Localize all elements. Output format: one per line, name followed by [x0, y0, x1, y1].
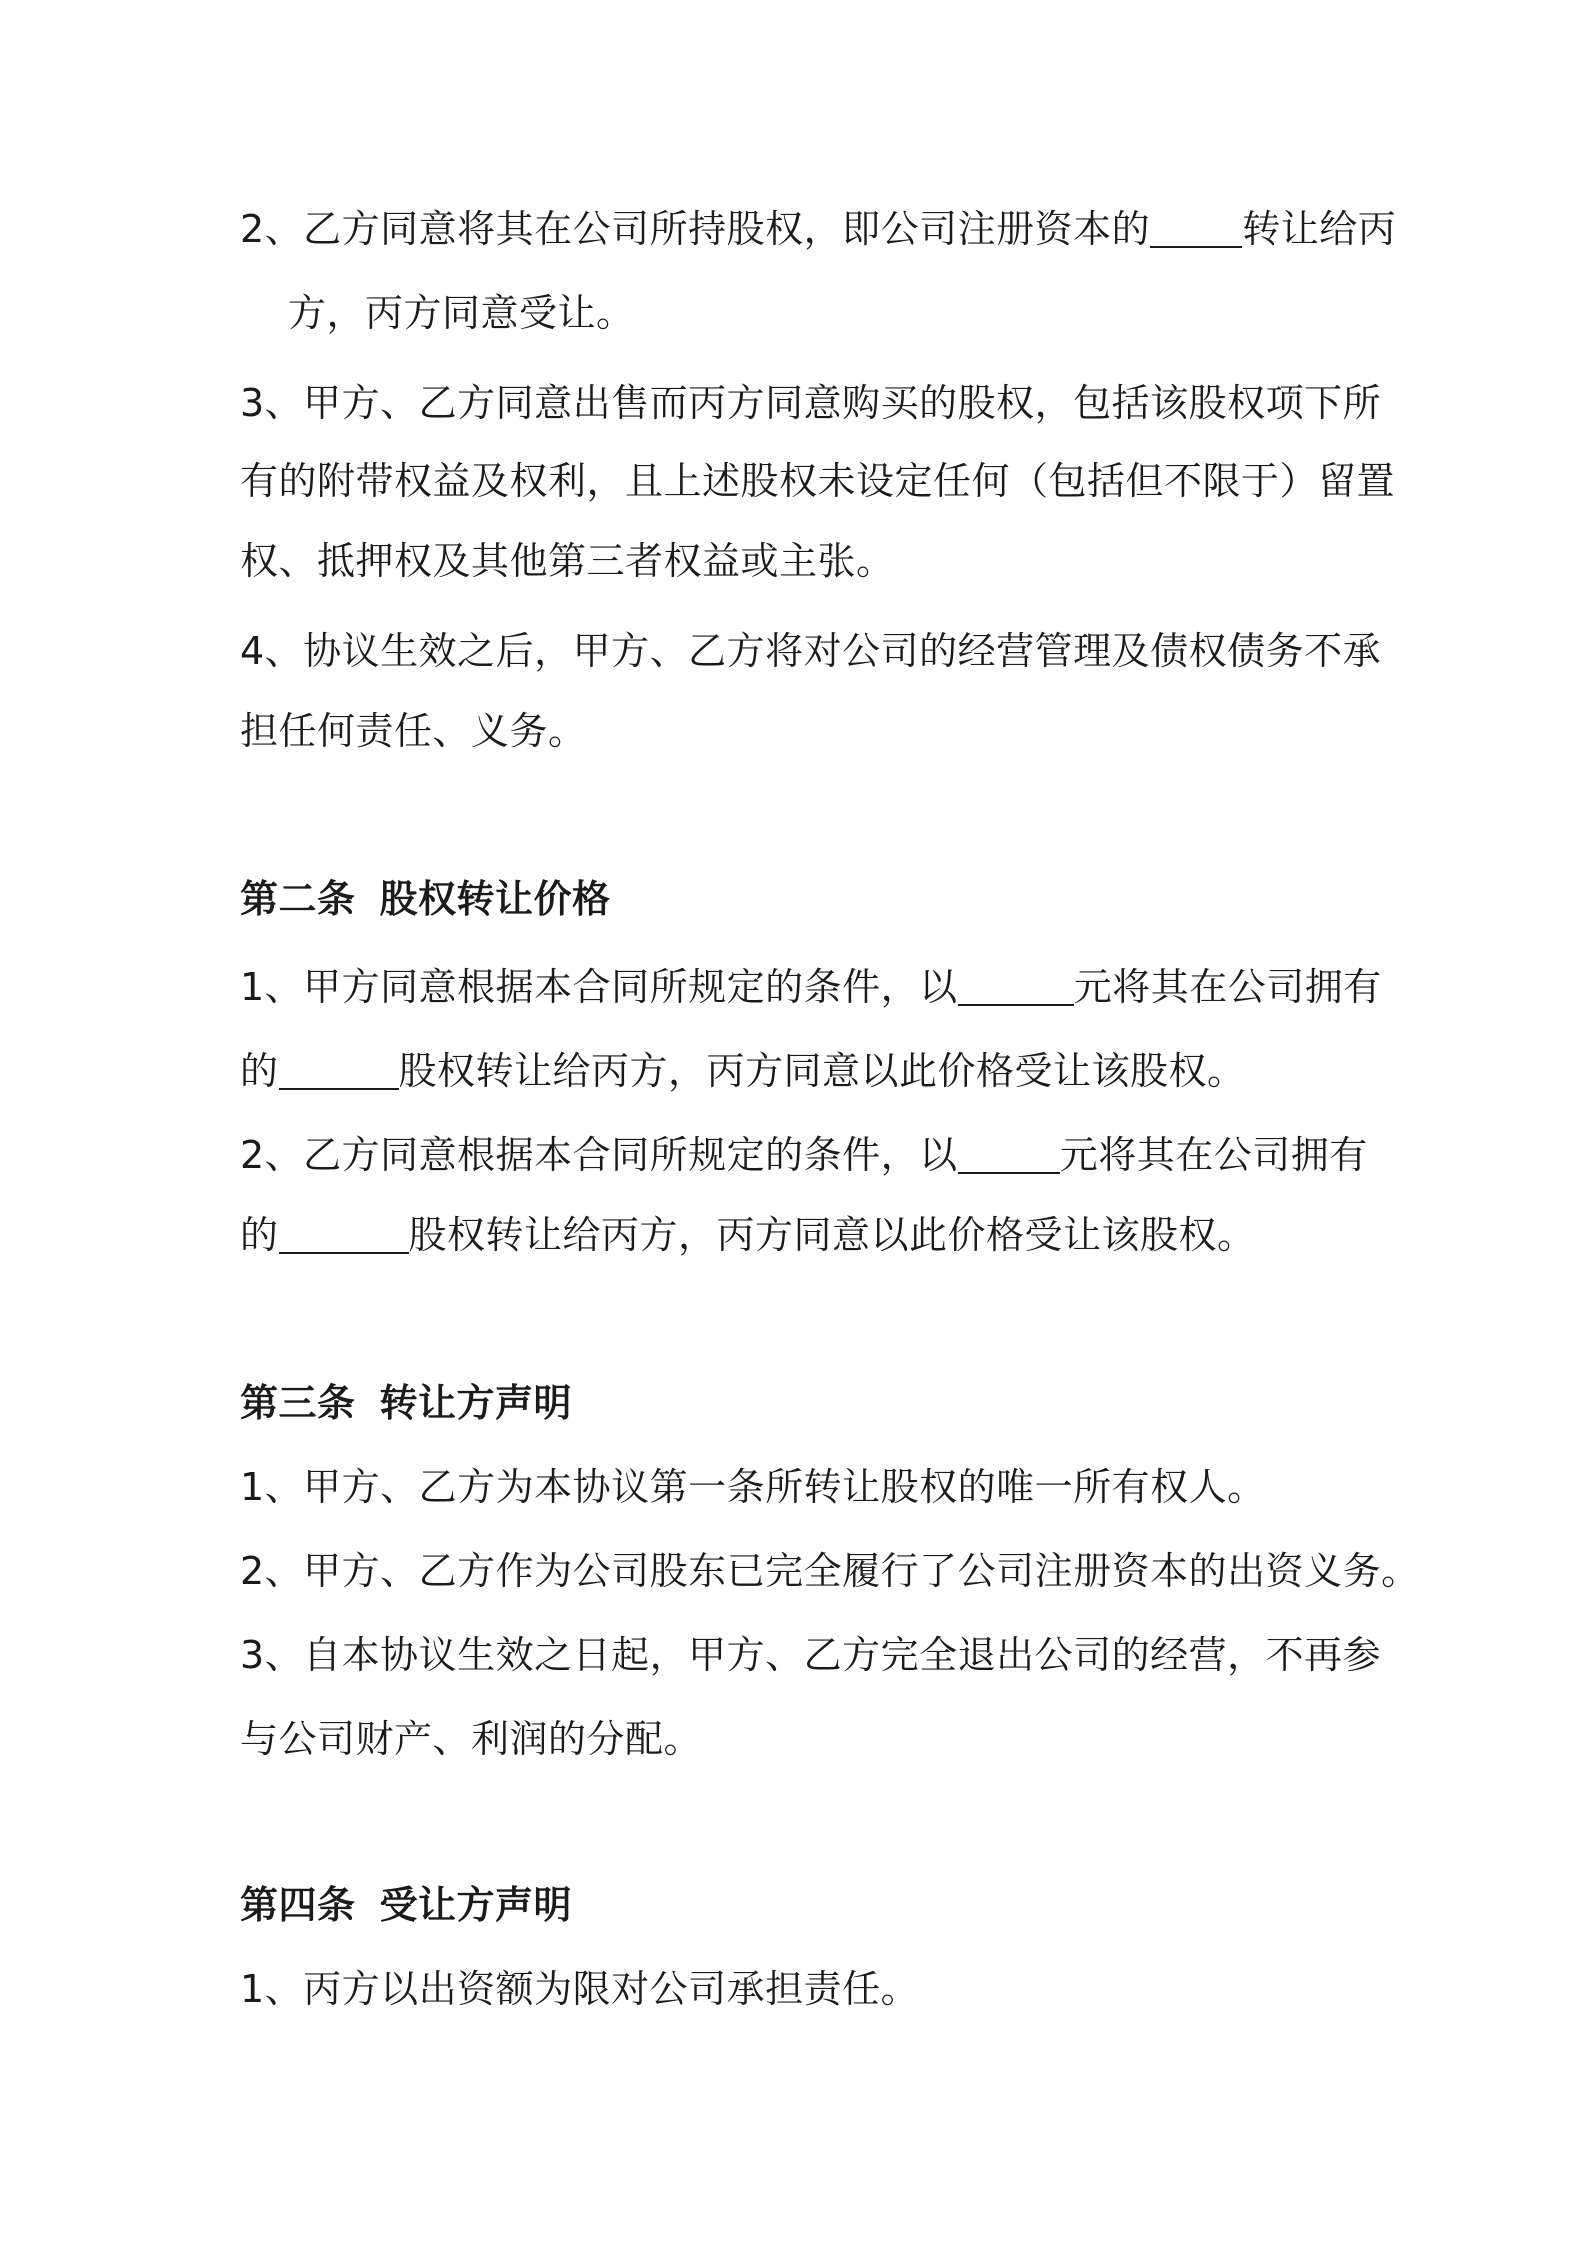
- clause-text: 股权转让给丙方，丙方同意以此价格受让该股权。: [408, 1213, 1256, 1257]
- clause-2-1-line-1: [240, 964, 1382, 1010]
- clause-text: 转让给丙: [1242, 207, 1397, 251]
- clause-3-1: 1、甲方、乙方为本协议第一条所转让股权的唯一所有权人。: [240, 1465, 1266, 1509]
- clause-text: 2、乙方同意根据本合同所规定的条件，以: [240, 1133, 958, 1177]
- clause-3-3-line-2: 与公司财产、利润的分配。: [240, 1717, 703, 1761]
- clause-3-2: 2、甲方、乙方作为公司股东已完全履行了公司注册资本的出资义务。: [240, 1549, 1420, 1593]
- clause-1-3-line-3: 权、抵押权及其他第三者权益或主张。: [240, 539, 895, 583]
- blank-field: [279, 1216, 409, 1254]
- clause-text: 1、甲方同意根据本合同所规定的条件，以: [240, 965, 958, 1009]
- clause-1-4-line-1: 4、协议生效之后，甲方、乙方将对公司的经营管理及债权债务不承: [240, 629, 1382, 673]
- clause-1-2-line-2: 方，丙方同意受让。: [288, 291, 635, 335]
- clause-4-1: 1、丙方以出资额为限对公司承担责任。: [240, 1967, 920, 2011]
- article-title: 受让方声明: [379, 1883, 573, 1927]
- blank-field: [279, 1052, 399, 1090]
- article-number: 第三条: [240, 1381, 356, 1425]
- article-title: 股权转让价格: [379, 877, 611, 921]
- clause-3-3-line-1: 3、自本协议生效之日起，甲方、乙方完全退出公司的经营，不再参: [240, 1633, 1382, 1677]
- article-2-heading: [240, 876, 611, 922]
- blank-field: [1150, 210, 1242, 248]
- clause-text: 的: [240, 1213, 279, 1257]
- clause-2-2-line-2: [240, 1212, 1256, 1258]
- article-number: 第四条: [240, 1883, 356, 1927]
- clause-2-2-line-1: [240, 1132, 1368, 1178]
- blank-field: [958, 968, 1074, 1006]
- article-3-heading: [240, 1380, 572, 1426]
- article-4-heading: [240, 1882, 572, 1928]
- blank-field: [958, 1136, 1060, 1174]
- clause-1-3-line-1: 3、甲方、乙方同意出售而丙方同意购买的股权，包括该股权项下所: [240, 381, 1382, 425]
- clause-text: 股权转让给丙方，丙方同意以此价格受让该股权。: [398, 1049, 1246, 1093]
- clause-text: 元将其在公司拥有: [1059, 1133, 1368, 1177]
- clause-1-4-line-2: 担任何责任、义务。: [240, 709, 587, 753]
- clause-text: 元将其在公司拥有: [1073, 965, 1382, 1009]
- article-number: 第二条: [240, 877, 356, 921]
- clause-1-3-line-2: 有的附带权益及权利，且上述股权未设定任何（包括但不限于）留置: [240, 459, 1396, 503]
- article-title: 转让方声明: [379, 1381, 573, 1425]
- clause-1-2-line-1: [240, 206, 1396, 252]
- clause-text: 2、乙方同意将其在公司所持股权，即公司注册资本的: [240, 207, 1151, 251]
- clause-2-1-line-2: [240, 1048, 1246, 1094]
- clause-text: 的: [240, 1049, 279, 1093]
